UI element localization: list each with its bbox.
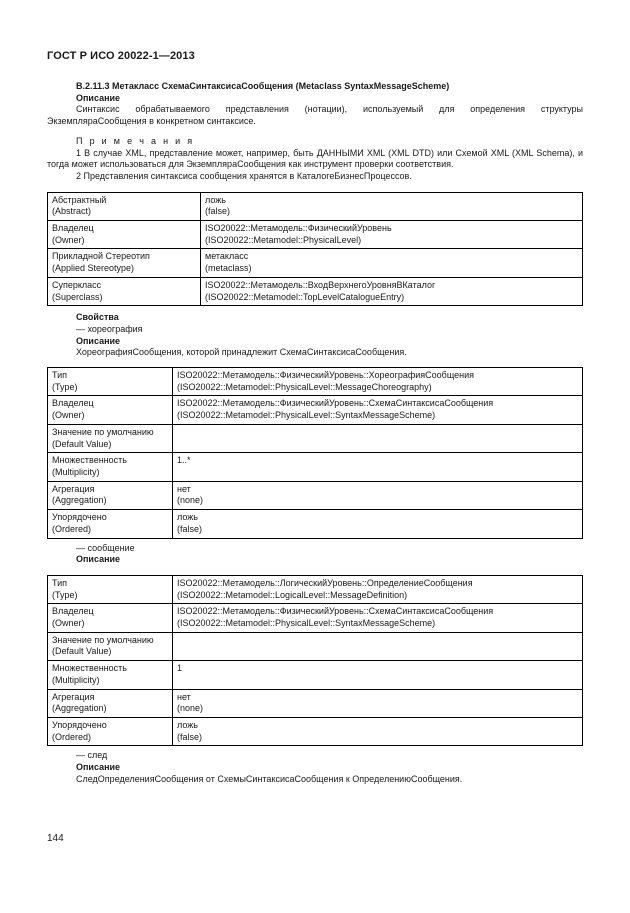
attribute-value: ISO20022::Метамодель::ФизическийУровень::СхемаСинтаксисаСообщения: [177, 398, 494, 409]
table-row: [48, 510, 583, 538]
attribute-value-cell: [173, 453, 583, 481]
property-name-message: — сообщение: [76, 542, 135, 553]
attribute-value: 1..*: [177, 455, 191, 466]
table-row: [48, 192, 583, 220]
attribute-value-cell: [173, 689, 583, 717]
attribute-value-en: (false): [177, 523, 203, 534]
description-label: Описание: [76, 92, 121, 103]
attribute-name-cell: [48, 368, 173, 396]
table-row: [48, 249, 583, 277]
attribute-name-en: (Owner): [52, 234, 85, 245]
attribute-name: Множественность: [52, 455, 127, 466]
table-row: [48, 689, 583, 717]
attribute-value-cell: [173, 368, 583, 396]
page-content: [47, 81, 583, 785]
attribute-value-cell: [173, 661, 583, 689]
property-description-text: СледОпределенияСообщения от СхемыСинтаксисаСообщения к ОпределениюСообщения.: [76, 773, 463, 784]
attribute-name-cell: [48, 661, 173, 689]
attribute-name-cell: [48, 717, 173, 745]
table-row: [48, 575, 583, 603]
attribute-name-cell: [48, 575, 173, 603]
table-row: [48, 604, 583, 632]
attribute-value: ложь: [205, 194, 226, 205]
attribute-value-cell: [173, 632, 583, 660]
attribute-value: [177, 427, 578, 439]
attribute-name: Суперкласс: [52, 279, 102, 290]
table-row: [48, 717, 583, 745]
page-number: 144: [47, 833, 64, 844]
attribute-name-cell: [48, 689, 173, 717]
attribute-name-en: (Multiplicity): [52, 466, 100, 477]
attribute-value-en: (none): [177, 495, 204, 506]
attribute-value-en: [177, 646, 578, 658]
attribute-name-en: (Default Value): [52, 646, 112, 657]
attribute-name-cell: [48, 249, 201, 277]
attribute-value-en: (ISO20022::Metamodel::LogicalLevel::MessageDefinition): [177, 589, 408, 600]
attribute-value: ложь: [177, 512, 198, 523]
attribute-value: [177, 635, 578, 647]
attribute-name-cell: [48, 277, 201, 305]
attribute-name-en: (Aggregation): [52, 703, 107, 714]
attribute-value-cell: [173, 575, 583, 603]
attribute-name-cell: [48, 632, 173, 660]
table-row: [48, 632, 583, 660]
attribute-name-en: (Aggregation): [52, 495, 107, 506]
attribute-name-cell: [48, 481, 173, 509]
attribute-value-en: (ISO20022::Metamodel::TopLevelCatalogueEntry): [205, 291, 405, 302]
attribute-value-cell: [173, 396, 583, 424]
attribute-name-en: (Abstract): [52, 206, 92, 217]
attribute-name: Множественность: [52, 663, 127, 674]
attribute-name-en: (Type): [52, 381, 78, 392]
attribute-name-en: (Superclass): [52, 291, 103, 302]
attribute-value-cell: [201, 277, 583, 305]
table-row: [48, 481, 583, 509]
attribute-name-cell: [48, 396, 173, 424]
property-description-label: Описание: [76, 554, 121, 565]
section-heading: B.2.11.3 Метакласс СхемаСинтаксисаСообщения (Metaclass SyntaxMessageScheme): [76, 81, 450, 91]
attribute-value-cell: [173, 604, 583, 632]
attribute-value-cell: [173, 481, 583, 509]
table-row: [48, 661, 583, 689]
attribute-value-en: (false): [205, 206, 231, 217]
property-description-label: Описание: [76, 335, 121, 346]
attribute-value: ISO20022::Метамодель::ВходВерхнегоУровняВКаталог: [205, 279, 436, 290]
attribute-name: Упорядочено: [52, 512, 107, 523]
attribute-name: Тип: [52, 370, 68, 381]
attribute-name: Агрегация: [52, 483, 95, 494]
attribute-name-cell: [48, 424, 173, 452]
attribute-name: Прикладной Стереотип: [52, 251, 150, 262]
attribute-name: Владелец: [52, 223, 94, 234]
table-row: [48, 396, 583, 424]
attribute-name-en: (Multiplicity): [52, 674, 100, 685]
attribute-name: Абстрактный: [52, 194, 107, 205]
attribute-value: ISO20022::Метамодель::ФизическийУровень::СхемаСинтаксисаСообщения: [177, 606, 494, 617]
attribute-value: нет: [177, 483, 191, 494]
attribute-value: 1: [177, 663, 183, 674]
attribute-value: нет: [177, 691, 191, 702]
attribute-value-en: (ISO20022::Metamodel::PhysicalLevel::MessageChoreography): [177, 381, 432, 392]
attribute-name-en: (Ordered): [52, 731, 92, 742]
property-table-message: [47, 575, 583, 746]
table-row: [48, 453, 583, 481]
attribute-value-cell: [201, 192, 583, 220]
note-1: 1 В случае XML, представление может, например, быть ДАННЫМИ XML (XML DTD) или Схемой XML (XML Schema), и тогда может использоваться для ЭкземпляраСообщения как инструмент проверки соответствия.: [47, 147, 583, 170]
attribute-value: ISO20022::Метамодель::ФизическийУровень: [205, 223, 392, 234]
attribute-value: ложь: [177, 719, 198, 730]
attribute-name: Тип: [52, 577, 68, 588]
attribute-name-en: (Owner): [52, 618, 85, 629]
description-text: Синтаксис обрабатываемого представления (нотации), используемый для определения структуры ЭкземпляраСообщения в конкретном синтаксисе.: [47, 104, 583, 127]
attribute-value-cell: [173, 510, 583, 538]
attribute-value-en: [177, 467, 578, 479]
attribute-value-cell: [201, 221, 583, 249]
attribute-name-cell: [48, 604, 173, 632]
attribute-value: ISO20022::Метамодель::ФизическийУровень::ХореографияСообщения: [177, 370, 475, 381]
attribute-value-cell: [173, 717, 583, 745]
attribute-name-cell: [48, 510, 173, 538]
attribute-name: Владелец: [52, 398, 94, 409]
note-2: 2 Представления синтаксиса сообщения хранятся в КаталогеБизнесПроцессов.: [76, 170, 412, 181]
attribute-name: Значение по умолчанию: [52, 426, 154, 437]
attribute-name-en: (Default Value): [52, 438, 112, 449]
table-row: [48, 277, 583, 305]
attribute-name: Агрегация: [52, 691, 95, 702]
property-name-trace: — след: [76, 750, 108, 761]
attribute-value-en: (ISO20022::Metamodel::PhysicalLevel::SyntaxMessageScheme): [177, 618, 436, 629]
property-description-text: ХореографияСообщения, которой принадлежит СхемаСинтаксисаСообщения.: [76, 347, 407, 358]
properties-label: Свойства: [76, 312, 119, 323]
attribute-value-en: (metaclass): [205, 263, 252, 274]
attribute-name-en: (Ordered): [52, 523, 92, 534]
attribute-value: ISO20022::Метамодель::ЛогическийУровень::ОпределениеСообщения: [177, 577, 473, 588]
attribute-name: Значение по умолчанию: [52, 634, 154, 645]
doc-title: ГОСТ Р ИСО 20022-1—2013: [47, 50, 195, 62]
property-table-choreography: [47, 367, 583, 538]
attribute-value-en: (ISO20022::Metamodel::PhysicalLevel): [205, 234, 362, 245]
attribute-value-en: [177, 439, 578, 451]
attribute-value-cell: [201, 249, 583, 277]
attribute-name: Владелец: [52, 606, 94, 617]
attribute-name-en: (Applied Stereotype): [52, 263, 135, 274]
metaclass-table: [47, 192, 583, 307]
attribute-value-en: (ISO20022::Metamodel::PhysicalLevel::SyntaxMessageScheme): [177, 410, 436, 421]
attribute-value-en: (false): [177, 731, 203, 742]
table-row: [48, 424, 583, 452]
table-row: [48, 368, 583, 396]
attribute-value-en: [177, 675, 578, 687]
attribute-value: метакласс: [205, 251, 249, 262]
property-name-choreography: — хореография: [76, 323, 143, 334]
attribute-name-en: (Owner): [52, 410, 85, 421]
notes-label: П р и м е ч а н и я: [76, 135, 195, 146]
attribute-name-en: (Type): [52, 589, 78, 600]
attribute-value-en: (none): [177, 703, 204, 714]
attribute-name-cell: [48, 221, 201, 249]
attribute-name: Упорядочено: [52, 719, 107, 730]
table-row: [48, 221, 583, 249]
property-description-label: Описание: [76, 762, 121, 773]
attribute-name-cell: [48, 453, 173, 481]
attribute-name-cell: [48, 192, 201, 220]
attribute-value-cell: [173, 424, 583, 452]
